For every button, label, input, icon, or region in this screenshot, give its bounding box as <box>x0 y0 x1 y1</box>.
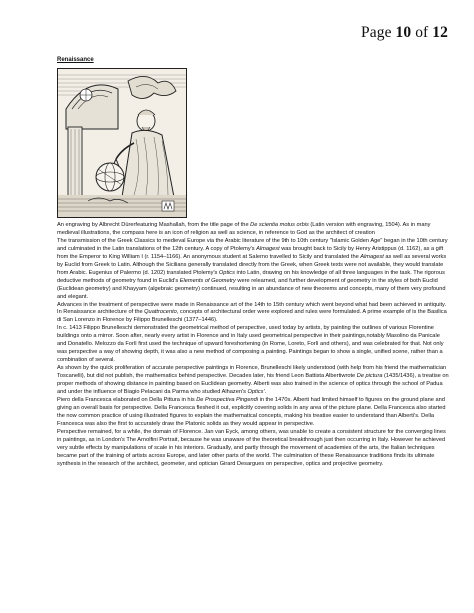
section-heading: Renaissance <box>57 57 94 63</box>
italic-title: Elements of Geometry <box>179 277 236 284</box>
text-run: Piero della Francesca elaborated on Della Pittura in his <box>57 396 197 403</box>
text-run: (1435/1436), a treatise on proper methods of showing distance in painting based on Euclidean geometry. Alberti was also trained in the science of optics through the school of Padua and under the influence of Biagio Pelacani da Parma who studied Alhazen's <box>57 373 449 396</box>
text-run: in the 1470s. Alberti had limited himself to figures on the ground plane and giving an overall basis for perspective. Della Francesca fleshed it out, explicitly covering solids in any area of the picture plane. Della Francesca also started the now common practice of using illustrated figures to explain the mathematical concepts, making his treatise easier to understand than Alberti's. Della Francesca was also the first to accurately draw the Platonic solids as they would appear in perspective. <box>57 396 446 427</box>
body-paragraph <box>57 238 449 302</box>
italic-title: De scientia motus orbis <box>250 222 309 228</box>
text-run: In c. 1413 Filippo Brunelleschi demonstrated the geometrical method of perspective, used today by artists, by painting the outlines of various Florentine buildings onto a mirror. Soon after, nearly every artist in Florence and in Italy used geometrical perspective in their paintings,notably Masolino da Panicale and Donatello. Melozzo da Forlì first used the technique of upward foreshortening (in Rome, Loreto, Forlì and others), and was celebrated for that. Not only was perspective a way of showing depth, it was also a new method of composing a painting. Paintings began to show a single, unified scene, rather than a combination of several. <box>57 325 444 364</box>
text-run: (Latin version with engraving, 1504). As in many medieval illustrations, the compass here is an icon of religion as well as science, in reference to God as the architect of creation <box>57 222 431 236</box>
text-run: , concepts of architectural order were explored and rules were formulated. A prime example of is the Basilica di San Lorenzo in Florence by Filippo Brunelleschi (1377–1446). <box>57 309 447 324</box>
page-number-prefix: Page <box>361 24 396 41</box>
body-paragraph <box>57 365 449 397</box>
page-number-total: 12 <box>432 24 448 41</box>
body-paragraph <box>57 429 449 469</box>
italic-title: Optics' <box>247 389 265 396</box>
italic-title: De Prospectiva Pingendi <box>196 396 258 403</box>
body-paragraph <box>57 325 449 365</box>
italic-title: Optics <box>218 269 235 276</box>
text-run: Perspective remained, for a while, the domain of Florence. Jan van Eyck, among others, was unable to create a consistent structure for the converging lines in paintings, as in London's The Arnolfini Portrait, because he was unaware of the theoretical breakthrough just then occurring in Italy. However he achieved very subtle effects by manipulations of scale in his interiors. Gradually, and partly through the movement of academies of the arts, the Italian techniques became part of the training of artists across Europe, and later other parts of the world. The culmination of these Renaissance traditions finds its ultimate synthesis in the research of the architect, geometer, and optician Girard Desargues on perspective, optics and projective geometry. <box>57 428 446 467</box>
italic-title: De pictura <box>356 373 383 380</box>
text-run: The transmission of the Greek Classics to medieval Europe via the Arabic literature of the 9th to 10th century "Islamic Golden Age" began in the 10th century and culminated in the Latin translations of the 12th century. A copy of Ptolemy's <box>57 237 448 252</box>
text-run: as well as several works by Euclid from Greek to Latin. Although the Sicilians generally translated directly from the Greek, when Greek texts were not available, they would translate from Arabic. Eugenius of Palermo (d. 1202) translated Ptolemy's <box>57 253 447 276</box>
page-number <box>361 24 448 42</box>
italic-title: Almagest <box>256 245 280 252</box>
text-run: . <box>264 389 267 396</box>
text-run: An engraving by Albrecht Dürerfeaturing Mashallah, from the title page of the <box>57 222 251 228</box>
italic-title: Almagest <box>360 253 384 260</box>
text-run: As shown by the quick proliferation of accurate perspective paintings in Florence, Brunelleschi likely understood (with help from his friend the mathematician Toscanelli), but did not publish, the mathematics behind perspective. Decades later, his friend Leon Battista Albertiwrote <box>57 365 447 380</box>
engraving-image <box>57 68 187 218</box>
italic-title: Quattrocento <box>144 309 177 316</box>
text-run: were relearned, and further development of geometry in the styles of both Euclid (Euclidean geometry) and Khayyam (algebraic geometry) continued, resulting in an abundance of new theorems and concepts, many of them very profound and elegant. <box>57 277 446 300</box>
text-run: was brought back to Sicily by Henry Aristippus (d. 1162), as a gift from the Emperor to King William I (r. 1154–1166). An anonymous student at Salerno travelled to Sicily and translated the <box>57 245 444 260</box>
text-run: into Latin, drawing on his knowledge of all three languages in the task. The rigorous deductive methods of geometry found in Euclid's <box>57 269 445 284</box>
body-paragraph <box>57 397 449 429</box>
text-run: Advances in the treatment of perspective were made in Renaissance art of the 14th to 15th century which went beyond what had been achieved in antiquity. In Renaissance architecture of the <box>57 301 447 316</box>
body-text <box>57 222 449 469</box>
body-paragraph <box>57 302 449 326</box>
engraving-illustration <box>58 69 186 217</box>
image-caption <box>57 222 449 238</box>
page-number-current: 10 <box>395 24 412 41</box>
page-number-of: of <box>411 24 433 41</box>
